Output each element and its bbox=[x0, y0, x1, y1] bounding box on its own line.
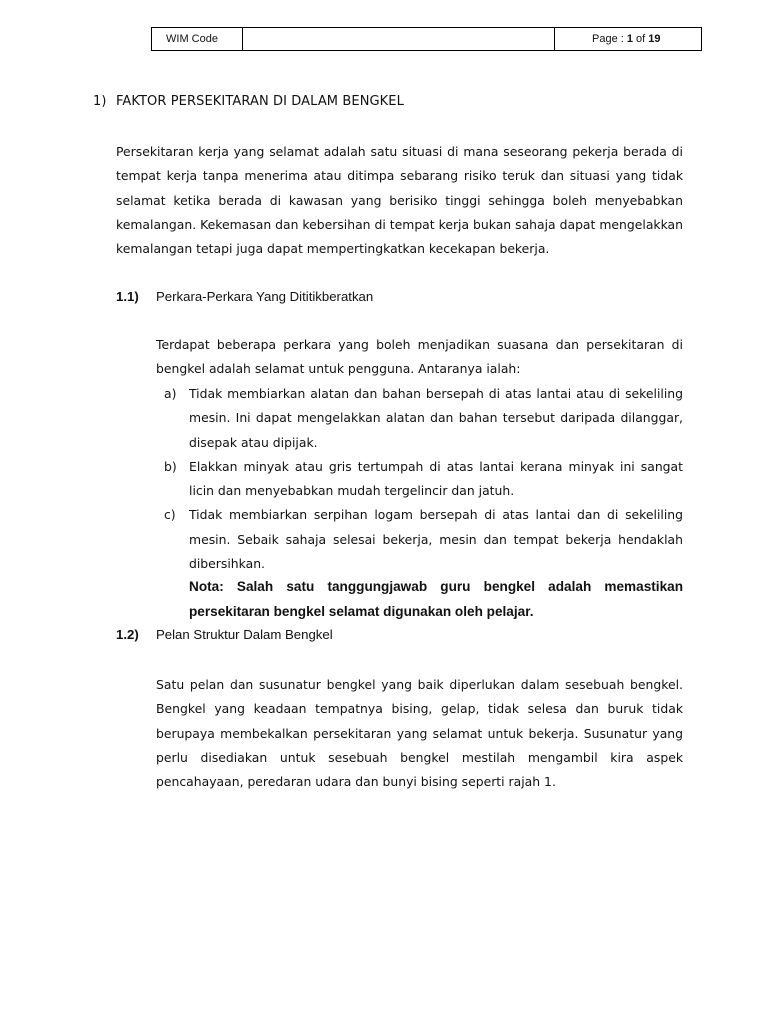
list-item-text: Tidak membiarkan serpihan logam bersepah di atas lantai dan di sekeliling mesin. Sebaik sahaja selesai bekerja, mesin dan tempat bekerja hendaklah dibersihkan. bbox=[189, 507, 683, 572]
section-heading bbox=[93, 94, 404, 109]
list-item-text: Tidak membiarkan alatan dan bahan bersepah di atas lantai atau di sekeliling mesin. Ini dapat mengelakkan alatan dan bahan tersebut daripada dilanggar, disepak atau dipijak. bbox=[189, 386, 683, 450]
subsection-number: 1.1) bbox=[116, 289, 139, 304]
note-text: Nota: Salah satu tanggungjawab guru bengkel adalah memastikan persekitaran bengkel selamat digunakan oleh pelajar. bbox=[189, 579, 683, 619]
section-number: 1) bbox=[93, 94, 107, 109]
section-title: FAKTOR PERSEKITARAN DI DALAM BENGKEL bbox=[116, 94, 404, 109]
list-item bbox=[164, 503, 683, 576]
wim-code-label: WIM Code bbox=[152, 28, 243, 51]
section-intro-paragraph: Persekitaran kerja yang selamat adalah satu situasi di mana seseorang pekerja berada di tempat kerja tanpa menerima atau ditimpa sebarang risiko teruk dan situasi yang tidak selamat ketika berada di kawasan yang berisiko tinggi sehingga boleh menyebabkan kemalangan. Kekemasan dan kebersihan di tempat kerja bukan sahaja dapat mengelakkan kemalangan tetapi juga dapat mempertingkatkan kecekapan bekerja. bbox=[116, 144, 683, 257]
page-total: 19 bbox=[648, 33, 661, 45]
subsection-number: 1.2) bbox=[116, 627, 139, 642]
list-marker: b) bbox=[164, 458, 177, 474]
list-marker: a) bbox=[164, 386, 177, 401]
page-prefix: Page : bbox=[592, 33, 627, 45]
subsection-1-2-body: Satu pelan dan susunatur bengkel yang baik diperlukan dalam sesebuah bengkel. Bengkel yang keadaan tempatnya bising, gelap, tidak selesa dan buruk tidak berupaya membekalkan persekitaran yang selamat untuk bekerja. Susunatur yang perlu disediakan untuk sesebuah bengkel mestilah mengambil kira aspek pencahayaan, peredaran udara dan bunyi bising seperti rajah 1. bbox=[156, 677, 683, 790]
page-current: 1 bbox=[626, 33, 633, 45]
list-marker: c) bbox=[164, 507, 176, 523]
safety-list bbox=[164, 382, 683, 576]
subsection-title: Perkara-Perkara Yang Dititikberatkan bbox=[156, 289, 374, 304]
subsection-title: Pelan Struktur Dalam Bengkel bbox=[156, 627, 333, 642]
list-item bbox=[164, 455, 683, 504]
document-header bbox=[151, 27, 702, 51]
list-item-text: Elakkan minyak atau gris tertumpah di atas lantai kerana minyak ini sangat licin dan menyebabkan mudah tergelincir dan jatuh. bbox=[189, 458, 683, 499]
wim-code-value bbox=[243, 28, 555, 51]
subsection-1-1-intro: Terdapat beberapa perkara yang boleh menjadikan suasana dan persekitaran di bengkel adalah selamat untuk pengguna. Antaranya ialah: bbox=[156, 337, 683, 377]
page-of: of bbox=[632, 33, 649, 45]
page-indicator bbox=[555, 28, 702, 51]
list-item bbox=[164, 382, 683, 455]
